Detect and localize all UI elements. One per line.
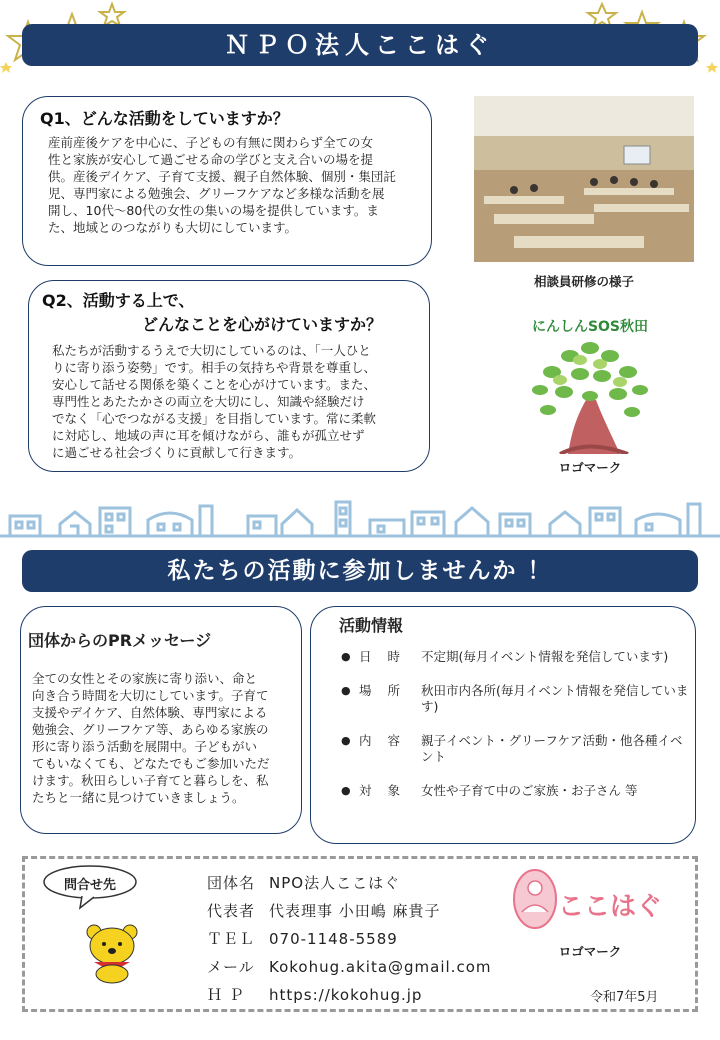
q1-line: 児、専門家による勉強会、グリーフケアなど多様な活動を展 xyxy=(48,186,385,201)
website-link[interactable]: https://kokohug.jp xyxy=(269,986,423,1004)
email-link[interactable]: Kokohug.akita@gmail.com xyxy=(269,958,492,976)
contact-row-rep xyxy=(207,900,441,921)
contact-key: ＴＥＬ xyxy=(207,930,256,948)
q2-title-line2: どんなことを心がけていますか？ xyxy=(142,315,383,334)
tree-logo-icon xyxy=(520,334,660,454)
contact-key: メール xyxy=(207,958,255,976)
contact-key: 団体名 xyxy=(207,874,256,892)
q2-line: りに寄り添う姿勢」です。相手の気持ちや背景を尊重し、 xyxy=(52,360,377,375)
pr-line: けます。秋田らしい子育てと暮らしを、私 xyxy=(32,773,269,788)
org-title: ＮＰＯ法人ここはぐ xyxy=(225,31,495,59)
contact-value: 070-1148-5589 xyxy=(269,930,398,948)
contact-key: Ｈ Ｐ xyxy=(207,986,245,1004)
logo2-caption: ロゴマーク xyxy=(558,944,622,959)
contact-row-tel xyxy=(207,928,398,949)
bullet-icon: ● xyxy=(341,684,351,697)
q2-line: でなく「心でつながる支援」を目指しています。常に柔軟 xyxy=(52,411,377,426)
q1-line: 産前産後ケアを中心に、子どもの有無に関わらず全ての女 xyxy=(48,135,374,150)
info-value: 秋田市内各所(毎月イベント情報を発信しています) xyxy=(421,683,689,714)
info-label: 内 容 xyxy=(359,733,406,748)
pr-body xyxy=(32,670,296,806)
info-value: 不定期(毎月イベント情報を発信しています) xyxy=(421,649,669,664)
q2-body xyxy=(52,342,422,461)
q2-line: 私たちが活動するうえで大切にしているのは、「一人ひと xyxy=(52,343,371,358)
pr-line: てもいなくても、どなたでもご参加いただ xyxy=(32,756,270,771)
join-banner xyxy=(22,550,698,592)
info-title: 活動情報 xyxy=(339,616,404,635)
info-value: 親子イベント・グリーフケア活動・他各種イベント xyxy=(421,733,683,764)
contact-row-hp[interactable] xyxy=(207,984,422,1005)
contact-key: 代表者 xyxy=(207,902,256,920)
info-value: 女性や子育て中のご家族・お子さん 等 xyxy=(421,783,638,798)
bullet-icon: ● xyxy=(341,650,351,663)
kokohug-logo-icon xyxy=(512,868,558,930)
town-divider xyxy=(0,496,720,542)
header-banner xyxy=(22,24,698,66)
pr-title: 団体からのPRメッセージ xyxy=(28,631,212,650)
kokohug-logo-text: ここはぐ xyxy=(558,892,663,922)
q1-line: 供。産後デイケア、子育て支援、親子自然体験、個別・集団託 xyxy=(48,169,396,184)
training-photo xyxy=(474,96,694,262)
contact-row-mail[interactable] xyxy=(207,956,491,977)
photo-caption: 相談員研修の様子 xyxy=(533,274,634,289)
issue-date: 令和7年5月 xyxy=(590,990,659,1005)
q2-line: 安心して話せる関係を築くことを心がけています。また、 xyxy=(52,377,377,392)
logo1-name: にんしんSOS秋田 xyxy=(531,319,649,335)
pr-line: 形に寄り添う活動を展開中。子どもがい xyxy=(32,739,258,754)
info-label: 日 時 xyxy=(359,649,406,664)
contact-value: NPO法人ここはぐ xyxy=(269,874,401,892)
pr-line: 向き合う時間を大切にしています。子育て xyxy=(32,688,269,703)
bear-mascot-icon xyxy=(80,920,144,984)
info-label: 対 象 xyxy=(359,783,406,798)
info-label: 場 所 xyxy=(359,683,406,698)
bullet-icon: ● xyxy=(341,784,351,797)
q1-line: 開し、10代～80代の女性の集いの場を提供しています。ま xyxy=(48,203,379,218)
q1-title: Q1、どんな活動をしていますか？ xyxy=(40,109,289,128)
join-title: 私たちの活動に参加しませんか ！ xyxy=(167,558,553,584)
q1-body xyxy=(48,134,428,236)
pr-line: 勉強会、グリーフケア等、あらゆる家族の xyxy=(32,722,269,737)
info-bubble xyxy=(310,606,696,844)
bullet-icon: ● xyxy=(341,734,351,747)
q2-title-line1: Q2、活動する上で、 xyxy=(42,291,195,310)
contact-value: 代表理事 小田嶋 麻貴子 xyxy=(269,902,441,920)
contact-row-org xyxy=(207,872,400,893)
q2-line: に対応し、地域の声に耳を傾けながら、誰もが孤立せず xyxy=(52,428,365,443)
logo1-caption: ロゴマーク xyxy=(558,460,622,475)
q1-line: 性と家族が安心して過ごせる命の学びと支え合いの場を提 xyxy=(48,152,374,167)
pr-line: 支援やデイケア、自然体験、専門家による xyxy=(32,705,268,720)
pr-line: 全ての女性とその家族に寄り添い、命と xyxy=(32,671,258,686)
q2-line: 専門性とあたたかさの両立を大切にし、知識や経験だけ xyxy=(52,394,365,409)
pr-line: たちと一緒に見つけていきましょう。 xyxy=(32,790,245,805)
contact-bubble-label: 問合せ先 xyxy=(63,878,116,893)
q2-line: に過ごせる社会づくりに貢献して行きます。 xyxy=(52,445,302,460)
q1-line: た、地域とのつながりも大切にしています。 xyxy=(48,220,298,235)
